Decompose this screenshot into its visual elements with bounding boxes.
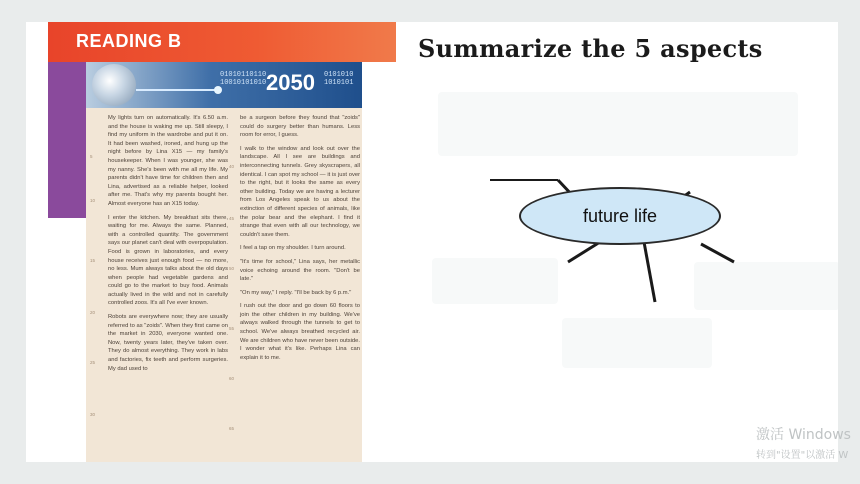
binary-text-right: 0101010 1010101 xyxy=(324,71,354,87)
line-number: 30 xyxy=(90,412,96,417)
paragraph: My lights turn on automatically. It's 6.50 a.m. and the house is waking me up. Still sleepy, I find my uniform in the wardrobe and put it on. It had been washed, ironed, and hung up the night before by Lina X15 — my family's housekeeper. When I was younger, she was my nanny. She's been with me all my life. My parents didn't have time for children then and Lina, advertised as a reliable helper, looked after me. That's why my parents bought her. Almost everyone has an X15 today. xyxy=(108,115,228,207)
line-number: 45 xyxy=(229,216,235,221)
mind-map xyxy=(418,82,838,382)
slide xyxy=(26,22,838,462)
page-header-banner xyxy=(86,62,362,108)
center-node xyxy=(519,187,721,245)
line-number: 10 xyxy=(90,198,96,203)
connector-bottom-left xyxy=(568,242,600,262)
header-line xyxy=(136,89,216,91)
line-number: 20 xyxy=(90,310,96,315)
paragraph: I enter the kitchen. My breakfast sits there, waiting for me. Always the same. Planned, with a controlled quantity. The government says our planet can't deal with overpopulation. Food is grown in laboratories, and every house receives just enough food — no more, no less. Mum always talks about the old days when people had vegetable gardens and could go to the market to buy food. Animals actually lived in the wild and not in carefully controlled zoos. It's all I've ever known. xyxy=(108,214,228,307)
reading-title: READING B xyxy=(76,31,182,51)
line-number: 55 xyxy=(229,326,235,331)
slide-title: Summarize the 5 aspects xyxy=(418,34,763,63)
year-title: 2050 xyxy=(266,70,315,95)
paragraph: I rush out the door and go down 60 floors to join the other children in my building. We've always walked through the tunnels to get to school. We've always breathed recycled air. We are children who have never been outside. I wonder what it's like. Perhaps Lina can explain it to me. xyxy=(240,303,360,361)
purple-side-bar xyxy=(48,62,86,218)
line-number: 25 xyxy=(90,360,96,365)
paragraph: "It's time for school," Lina says, her metallic voice echoing around the room. "Don't be late." xyxy=(240,258,360,283)
reading-banner xyxy=(48,22,396,62)
paragraph: "On my way," I reply. "I'll be back by 6 p.m." xyxy=(240,289,352,296)
line-number: 65 xyxy=(229,426,235,431)
line-number: 60 xyxy=(229,376,235,381)
paragraph: be a surgeon before they found that "zoids" could do surgery better than humans. Less room for error, I guess. xyxy=(240,115,360,139)
reading-panel xyxy=(26,22,396,462)
windows-activation-subtext: 转到"设置"以激活 W xyxy=(756,450,849,461)
paragraph: I feel a tap on my shoulder. I turn around. xyxy=(240,245,346,252)
text-column-left xyxy=(108,114,228,378)
text-column-right xyxy=(240,114,360,367)
paragraph: I walk to the window and look out over the landscape. All I see are buildings and interconnecting tunnels. Grey skyscrapers, all identical. I can spot my school — it is just over to the right, but it looks the same as every other building. Today we are having a lecturer from Los Angeles speak to us about the extinction of different species of animals, like the polar bear and the elephant. I find it strange that even with all our technology, we couldn't save them. xyxy=(240,145,360,238)
connector-bottom-right xyxy=(701,244,734,262)
paragraph: Robots are everywhere now; they are usually referred to as "zoids". When they first came on the market in 2030, everyone wanted one. Now, twenty years later, they've taken over. They do almost everything. They work in labs and factories, fix teeth and perform surgeries. My dad used to xyxy=(108,314,228,372)
textbook-page xyxy=(86,62,362,462)
line-number: 50 xyxy=(229,266,235,271)
binary-text-left: 01010110110 10010101010 xyxy=(220,71,267,87)
center-node-label: future life xyxy=(582,205,658,226)
line-number: 5 xyxy=(90,154,93,159)
header-dot xyxy=(214,86,222,94)
connector-bottom xyxy=(644,242,655,302)
line-number: 15 xyxy=(90,258,96,263)
windows-activation-watermark: 激活 Windows xyxy=(756,427,851,443)
line-number: 40 xyxy=(229,164,235,169)
robot-orb-image xyxy=(92,64,136,106)
